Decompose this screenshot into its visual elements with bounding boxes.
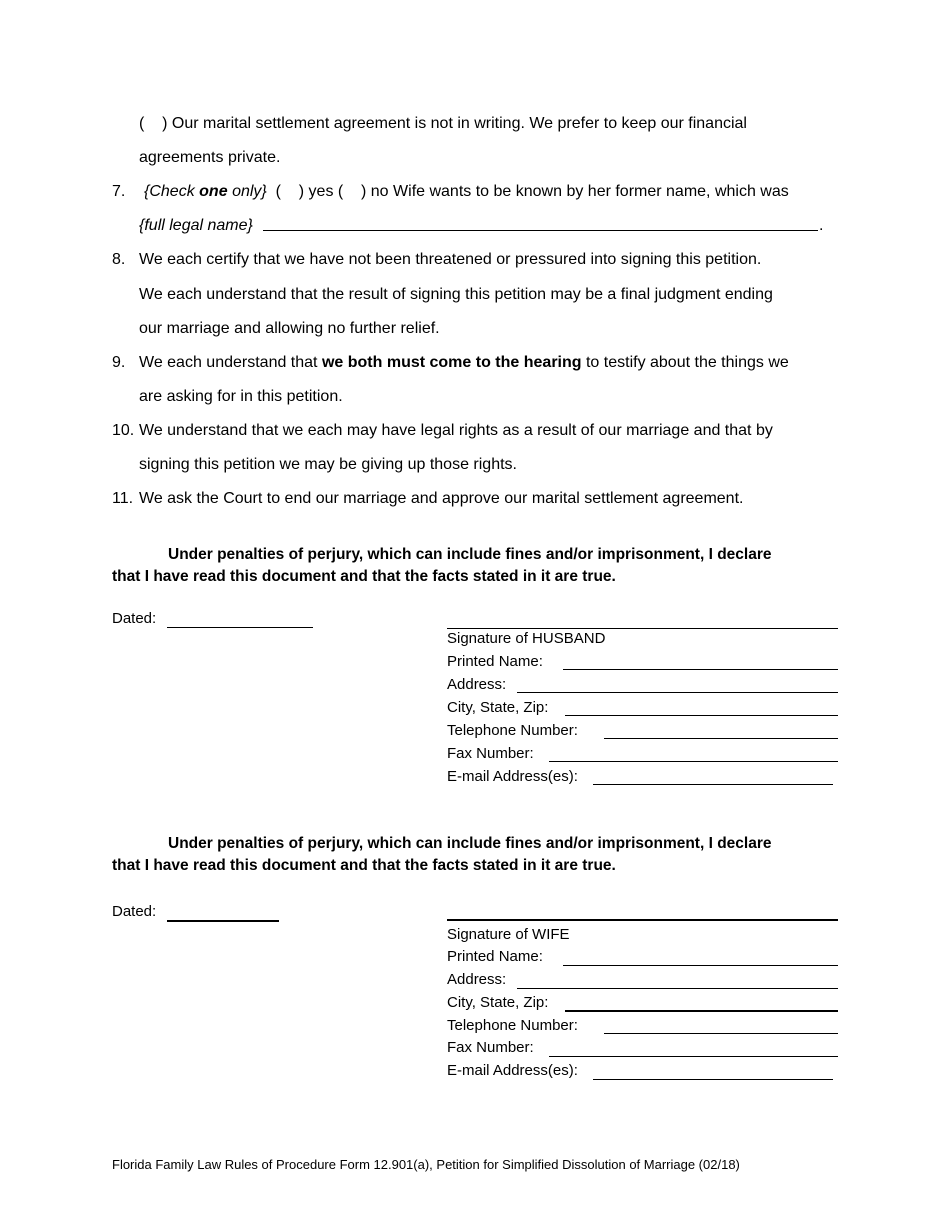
husband-declaration xyxy=(112,544,842,588)
declaration-line-2: that I have read this document and that the facts stated in it are true. xyxy=(112,568,616,585)
husband-address-label: Address: xyxy=(447,676,507,693)
wife-signature-field[interactable] xyxy=(447,919,838,921)
husband-city-label: City, State, Zip: xyxy=(447,699,549,716)
item-8-number: 8. xyxy=(112,251,126,268)
declaration-line-1: Under penalties of perjury, which can include fines and/or imprisonment, I declare xyxy=(168,835,772,852)
husband-telephone-label: Telephone Number: xyxy=(447,722,578,739)
husband-telephone-field[interactable] xyxy=(604,738,838,739)
wife-email-label: E-mail Address(es): xyxy=(447,1062,578,1079)
husband-signature-field[interactable] xyxy=(447,628,838,629)
check-instruction: {Check one only} xyxy=(144,183,267,200)
husband-dated-field[interactable] xyxy=(167,627,313,628)
item-10-number: 10. xyxy=(112,422,135,439)
item-8-line-3: our marriage and allowing no further relief. xyxy=(139,320,440,337)
wife-declaration xyxy=(112,833,842,877)
husband-printed-name-label: Printed Name: xyxy=(447,653,543,670)
wife-address-field[interactable] xyxy=(517,988,838,989)
husband-fax-label: Fax Number: xyxy=(447,745,534,762)
full-legal-name-period: . xyxy=(819,217,824,234)
husband-city-field[interactable] xyxy=(565,715,838,716)
item-8-line-1: We each certify that we have not been threatened or pressured into signing this petition. xyxy=(139,251,762,268)
husband-signature-label: Signature of HUSBAND xyxy=(447,630,606,647)
form-footer: Florida Family Law Rules of Procedure Form 12.901(a), Petition for Simplified Dissolution of Marriage (02/18) xyxy=(112,1157,740,1172)
wife-fax-label: Fax Number: xyxy=(447,1039,534,1056)
item-11-line-1: We ask the Court to end our marriage and approve our marital settlement agreement. xyxy=(139,490,744,507)
full-legal-name-field[interactable] xyxy=(263,230,818,231)
full-legal-name-label: {full legal name} xyxy=(139,217,253,234)
declaration-line-2: that I have read this document and that the facts stated in it are true. xyxy=(112,857,616,874)
wife-email-field[interactable] xyxy=(593,1079,833,1080)
item-10-line-1: We understand that we each may have legal rights as a result of our marriage and that by xyxy=(139,422,773,439)
option-not-in-writing xyxy=(139,114,747,134)
husband-email-field[interactable] xyxy=(593,784,833,785)
wife-address-label: Address: xyxy=(447,971,507,988)
wife-dated-label: Dated: xyxy=(112,903,157,920)
wife-printed-name-label: Printed Name: xyxy=(447,948,543,965)
item-7-text: Wife wants to be known by her former name, which was xyxy=(393,183,789,200)
item-8-line-2: We each understand that the result of signing this petition may be a final judgment ending xyxy=(139,286,773,303)
husband-dated-label: Dated: xyxy=(112,610,157,627)
husband-fax-field[interactable] xyxy=(549,761,838,762)
wife-city-label: City, State, Zip: xyxy=(447,994,549,1011)
husband-address-field[interactable] xyxy=(517,692,838,693)
item-10-line-2: signing this petition we may be giving up those rights. xyxy=(139,456,517,473)
declaration-line-1: Under penalties of perjury, which can include fines and/or imprisonment, I declare xyxy=(168,546,772,563)
item-11-number: 11. xyxy=(112,490,134,507)
no-checkbox[interactable]: ( ) no xyxy=(337,183,389,200)
option-text-continued: agreements private. xyxy=(139,149,281,166)
wife-telephone-label: Telephone Number: xyxy=(447,1017,578,1034)
wife-dated-field[interactable] xyxy=(167,920,279,922)
option-checkbox[interactable]: ( ) xyxy=(139,115,168,132)
item-9-line-2: are asking for in this petition. xyxy=(139,388,343,405)
wife-telephone-field[interactable] xyxy=(604,1033,838,1034)
wife-city-field[interactable] xyxy=(565,1010,838,1012)
wife-printed-name-field[interactable] xyxy=(563,965,838,966)
yes-checkbox[interactable]: ( ) yes xyxy=(275,183,334,200)
wife-fax-field[interactable] xyxy=(549,1056,838,1057)
item-7-number: 7. xyxy=(112,183,126,200)
item-7-line-1 xyxy=(144,182,789,202)
husband-email-label: E-mail Address(es): xyxy=(447,768,578,785)
option-text: Our marital settlement agreement is not in writing. We prefer to keep our financial xyxy=(171,115,747,132)
item-9-number: 9. xyxy=(112,354,126,371)
husband-printed-name-field[interactable] xyxy=(563,669,838,670)
wife-signature-label: Signature of WIFE xyxy=(447,926,570,943)
item-9-line-1: We each understand that we both must come to the hearing to testify about the things we xyxy=(139,354,789,371)
